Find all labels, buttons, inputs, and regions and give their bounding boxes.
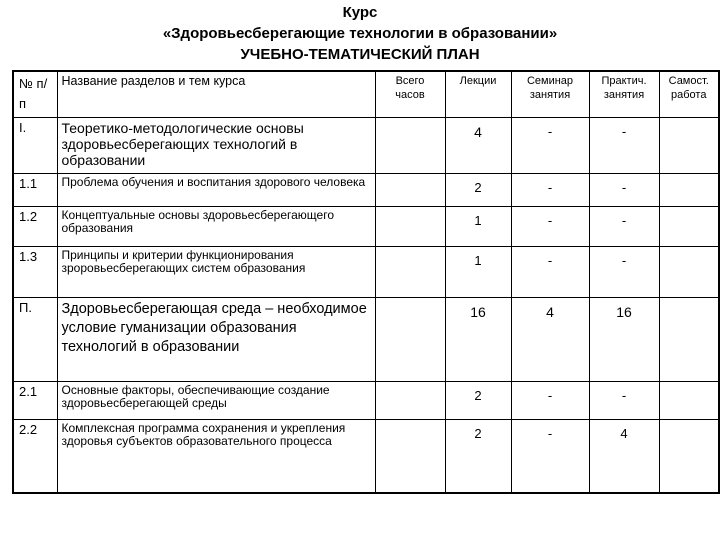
row-seminar: - xyxy=(511,206,589,246)
row-seminar: - xyxy=(511,117,589,173)
row-name: Принципы и критерии функционирования зроровьесберегающих систем образования xyxy=(57,246,375,297)
table-row xyxy=(13,419,719,493)
row-name: Здоровьесберегающая среда – необходимое условие гуманизации образования технологий в образовании xyxy=(57,297,375,381)
row-name: Концептуальные основы здоровьесберегающего образования xyxy=(57,206,375,246)
header-row xyxy=(13,71,719,117)
table-row xyxy=(13,117,719,173)
row-lectures: 4 xyxy=(445,117,511,173)
row-total xyxy=(375,206,445,246)
row-practical: 4 xyxy=(589,419,659,493)
plan-title: УЧЕБНО-ТЕМАТИЧЕСКИЙ ПЛАН xyxy=(240,46,480,63)
row-total xyxy=(375,381,445,419)
row-num: 2.2 xyxy=(13,419,57,493)
row-practical: - xyxy=(589,206,659,246)
row-independent xyxy=(659,206,719,246)
row-practical: - xyxy=(589,173,659,206)
row-seminar: - xyxy=(511,173,589,206)
row-lectures: 16 xyxy=(445,297,511,381)
row-name: Комплексная программа сохранения и укрепления здоровья субъектов образовательного процесса xyxy=(57,419,375,493)
row-total xyxy=(375,297,445,381)
row-total xyxy=(375,419,445,493)
row-total xyxy=(375,117,445,173)
row-num: I. xyxy=(13,117,57,173)
col-lectures-header: Лекции xyxy=(445,71,511,117)
table-row xyxy=(13,381,719,419)
row-name: Проблема обучения и воспитания здорового человека xyxy=(57,173,375,206)
table-row xyxy=(13,206,719,246)
row-name: Теоретико-методологические основы здоровьесберегающих технологий в образовании xyxy=(57,117,375,173)
row-seminar: 4 xyxy=(511,297,589,381)
row-lectures: 1 xyxy=(445,206,511,246)
row-independent xyxy=(659,381,719,419)
row-seminar: - xyxy=(511,419,589,493)
row-total xyxy=(375,173,445,206)
course-label: Курс xyxy=(342,4,378,21)
col-num-header: № п/п xyxy=(13,71,57,117)
row-num: П. xyxy=(13,297,57,381)
row-independent xyxy=(659,246,719,297)
row-lectures: 2 xyxy=(445,173,511,206)
row-name: Основные факторы, обеспечивающие создание здоровьесберегающей среды xyxy=(57,381,375,419)
table-row xyxy=(13,246,719,297)
row-lectures: 2 xyxy=(445,419,511,493)
row-num: 1.1 xyxy=(13,173,57,206)
row-seminar: - xyxy=(511,246,589,297)
curriculum-table xyxy=(12,70,720,494)
col-seminar-header: Семинар занятия xyxy=(511,71,589,117)
row-seminar: - xyxy=(511,381,589,419)
row-practical: - xyxy=(589,246,659,297)
row-independent xyxy=(659,419,719,493)
row-independent xyxy=(659,297,719,381)
row-practical: 16 xyxy=(589,297,659,381)
row-independent xyxy=(659,173,719,206)
row-practical: - xyxy=(589,117,659,173)
row-total xyxy=(375,246,445,297)
row-num: 1.2 xyxy=(13,206,57,246)
row-num: 1.3 xyxy=(13,246,57,297)
col-name-header: Название разделов и тем курса xyxy=(57,71,375,117)
row-lectures: 2 xyxy=(445,381,511,419)
table-row xyxy=(13,297,719,381)
row-lectures: 1 xyxy=(445,246,511,297)
course-title: «Здоровьесберегающие технологии в образовании» xyxy=(162,25,558,42)
col-total-header: Всего часов xyxy=(375,71,445,117)
col-independent-header: Самост. работа xyxy=(659,71,719,117)
row-independent xyxy=(659,117,719,173)
row-practical: - xyxy=(589,381,659,419)
row-num: 2.1 xyxy=(13,381,57,419)
table-row xyxy=(13,173,719,206)
col-practical-header: Практич. занятия xyxy=(589,71,659,117)
